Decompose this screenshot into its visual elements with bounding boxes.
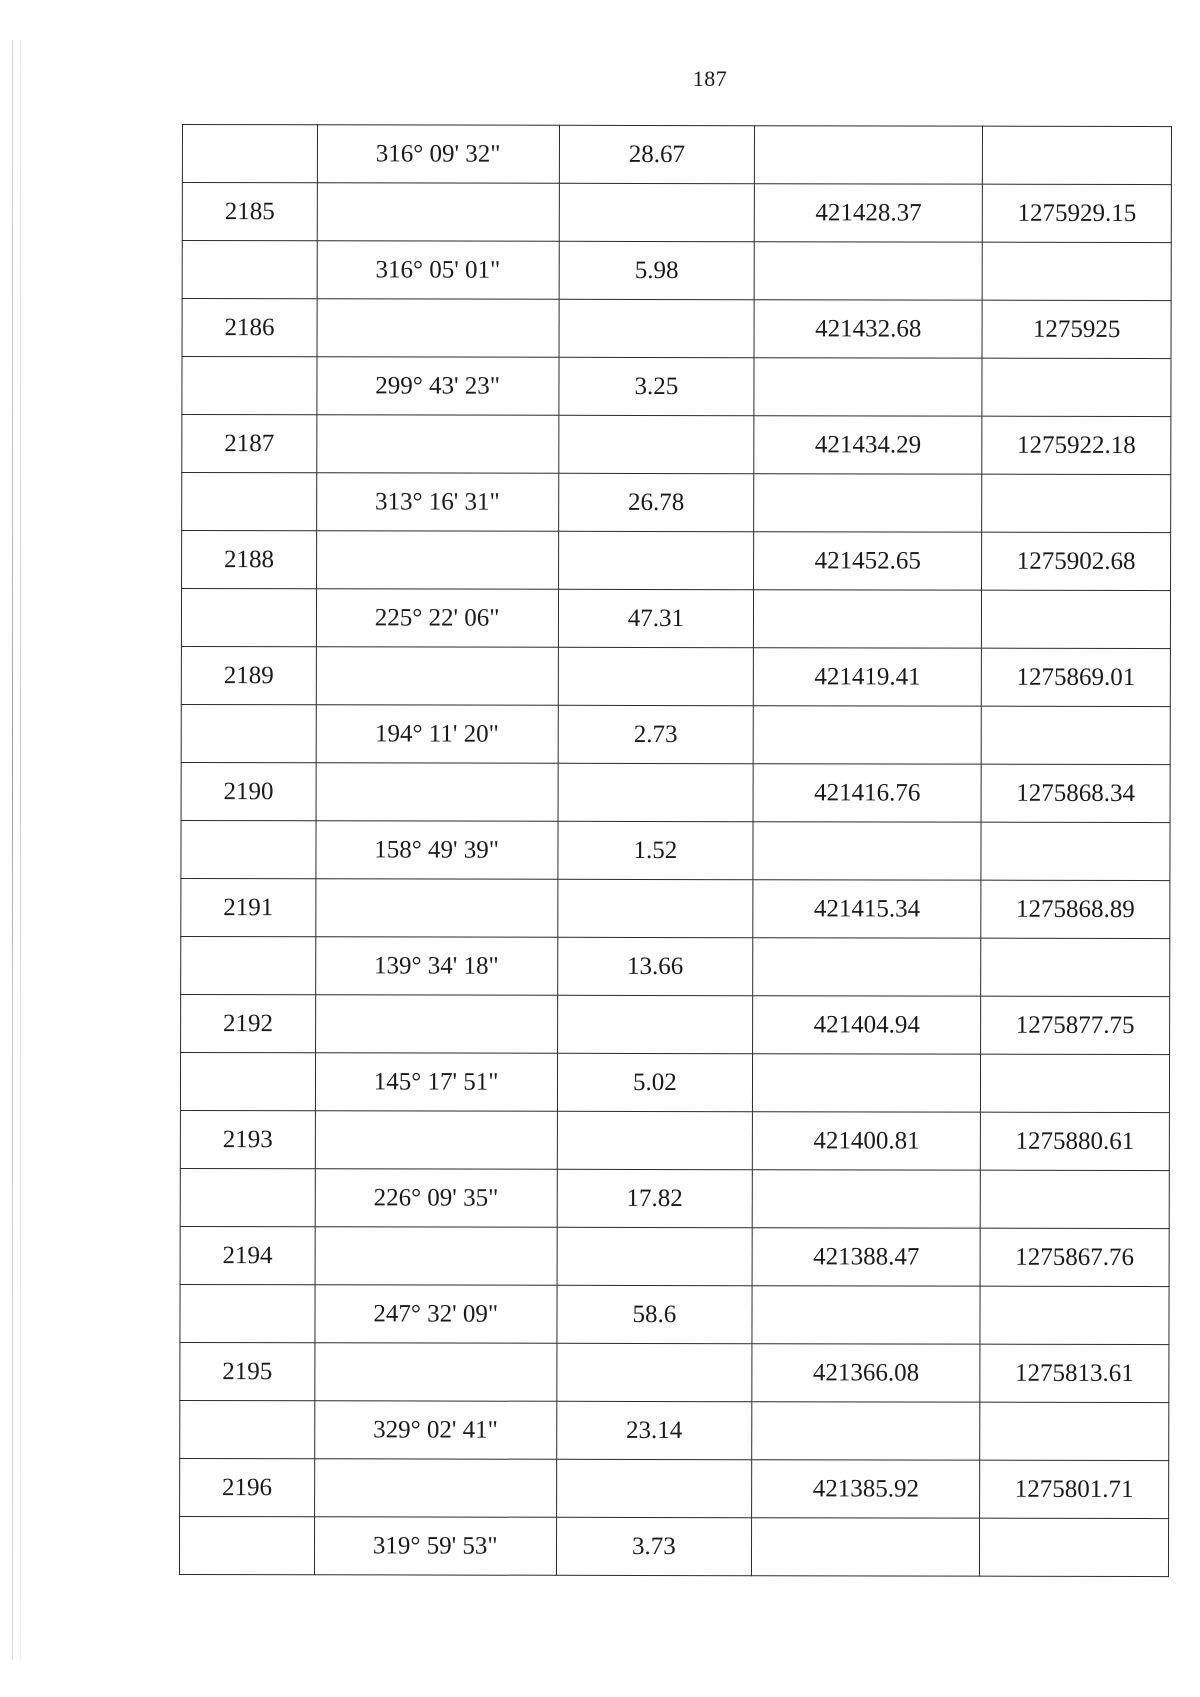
- point-cell: [182, 357, 317, 415]
- table-row: [182, 415, 1171, 475]
- distance-cell: 5.02: [557, 1053, 753, 1111]
- bearing-cell: [317, 415, 559, 474]
- northing-cell: [754, 242, 982, 300]
- coordinate-table: [179, 124, 1172, 1577]
- distance-cell: [557, 1111, 753, 1169]
- point-cell: 2195: [180, 1342, 315, 1400]
- point-cell: [181, 936, 316, 994]
- bearing-cell: [316, 647, 558, 706]
- point-cell: 2192: [181, 994, 316, 1052]
- table-row: [180, 1284, 1169, 1344]
- easting-cell: 1275801.71: [980, 1460, 1169, 1518]
- point-cell: [182, 125, 317, 183]
- scan-edge-shadow-faint: [20, 40, 21, 1660]
- northing-cell: [753, 938, 981, 996]
- northing-cell: [754, 474, 982, 532]
- table-row: [181, 704, 1170, 764]
- distance-cell: [558, 415, 754, 473]
- page-number: 187: [692, 66, 728, 91]
- easting-cell: 1275869.01: [981, 648, 1170, 706]
- northing-cell: [754, 590, 982, 648]
- table-row: [180, 1226, 1169, 1286]
- northing-cell: [753, 1054, 981, 1112]
- distance-cell: [558, 647, 754, 705]
- bearing-cell: 329° 02' 41": [315, 1401, 557, 1460]
- point-cell: [179, 1516, 314, 1574]
- northing-cell: [753, 822, 981, 880]
- easting-cell: [981, 590, 1170, 648]
- coordinate-table-body: [179, 125, 1171, 1577]
- easting-cell: 1275813.61: [980, 1344, 1169, 1402]
- bearing-cell: 316° 09' 32": [317, 125, 559, 184]
- bearing-cell: [316, 879, 558, 938]
- easting-cell: 1275925: [982, 300, 1171, 358]
- northing-cell: 421416.76: [753, 764, 981, 822]
- bearing-cell: [317, 299, 559, 358]
- northing-cell: [752, 1518, 980, 1576]
- easting-cell: [982, 474, 1171, 532]
- northing-cell: 421404.94: [753, 996, 981, 1054]
- easting-cell: [982, 126, 1171, 184]
- bearing-cell: 313° 16' 31": [317, 473, 559, 532]
- distance-cell: [559, 299, 755, 357]
- table-row: [182, 125, 1171, 185]
- bearing-cell: [317, 183, 559, 242]
- northing-cell: [752, 1170, 980, 1228]
- table-row: [182, 531, 1171, 591]
- point-cell: [181, 589, 316, 647]
- distance-cell: [556, 1343, 752, 1401]
- distance-cell: 2.73: [558, 705, 754, 763]
- easting-cell: [980, 1170, 1169, 1228]
- bearing-cell: 316° 05' 01": [317, 241, 559, 300]
- table-row: [181, 589, 1170, 649]
- northing-cell: 421415.34: [753, 880, 981, 938]
- easting-cell: 1275867.76: [980, 1228, 1169, 1286]
- distance-cell: [559, 183, 755, 241]
- distance-cell: 26.78: [558, 473, 754, 531]
- northing-cell: 421385.92: [752, 1460, 980, 1518]
- table-row: [182, 241, 1171, 301]
- bearing-cell: [316, 531, 558, 590]
- point-cell: 2188: [182, 531, 317, 589]
- table-row: [181, 994, 1170, 1054]
- table-row: [182, 183, 1171, 243]
- table-row: [180, 1342, 1169, 1402]
- northing-cell: [755, 126, 983, 184]
- bearing-cell: 247° 32' 09": [315, 1285, 557, 1344]
- distance-cell: [557, 879, 753, 937]
- northing-cell: 421366.08: [752, 1344, 980, 1402]
- easting-cell: 1275929.15: [982, 184, 1171, 242]
- distance-cell: 3.25: [558, 357, 754, 415]
- distance-cell: [557, 1227, 753, 1285]
- distance-cell: 47.31: [558, 589, 754, 647]
- easting-cell: [981, 822, 1170, 880]
- table-row: [182, 473, 1171, 533]
- easting-cell: 1275868.34: [981, 764, 1170, 822]
- point-cell: [182, 473, 317, 531]
- point-cell: 2196: [180, 1458, 315, 1516]
- point-cell: [180, 1168, 315, 1226]
- distance-cell: 17.82: [557, 1169, 753, 1227]
- table-row: [182, 299, 1171, 359]
- table-row: [180, 1110, 1169, 1170]
- bearing-cell: 226° 09' 35": [315, 1169, 557, 1228]
- bearing-cell: [314, 1459, 556, 1518]
- table-row: [180, 1400, 1169, 1460]
- northing-cell: 421400.81: [753, 1112, 981, 1170]
- point-cell: [180, 1052, 315, 1110]
- easting-cell: [981, 938, 1170, 996]
- easting-cell: [982, 358, 1171, 416]
- bearing-cell: 139° 34' 18": [316, 937, 558, 996]
- point-cell: [181, 704, 316, 762]
- northing-cell: 421434.29: [754, 416, 982, 474]
- easting-cell: [980, 1402, 1169, 1460]
- table-row: [182, 357, 1171, 417]
- distance-cell: 5.98: [559, 241, 755, 299]
- distance-cell: 23.14: [556, 1401, 752, 1459]
- distance-cell: 28.67: [559, 125, 755, 183]
- distance-cell: 58.6: [556, 1285, 752, 1343]
- point-cell: 2190: [181, 762, 316, 820]
- table-row: [179, 1516, 1168, 1576]
- easting-cell: 1275902.68: [982, 532, 1171, 590]
- table-row: [181, 646, 1170, 706]
- northing-cell: 421432.68: [754, 300, 982, 358]
- northing-cell: [754, 358, 982, 416]
- easting-cell: [982, 242, 1171, 300]
- northing-cell: [752, 1402, 980, 1460]
- easting-cell: 1275880.61: [980, 1112, 1169, 1170]
- distance-cell: 3.73: [556, 1517, 752, 1575]
- northing-cell: 421419.41: [754, 648, 982, 706]
- point-cell: 2194: [180, 1226, 315, 1284]
- northing-cell: 421452.65: [754, 532, 982, 590]
- bearing-cell: [315, 1111, 557, 1170]
- distance-cell: [558, 763, 754, 821]
- table-row: [180, 1168, 1169, 1228]
- bearing-cell: 194° 11' 20": [316, 705, 558, 764]
- distance-cell: [558, 531, 754, 589]
- bearing-cell: 145° 17' 51": [315, 1053, 557, 1112]
- point-cell: [181, 820, 316, 878]
- bearing-cell: 319° 59' 53": [314, 1517, 556, 1576]
- northing-cell: 421388.47: [752, 1228, 980, 1286]
- distance-cell: [556, 1459, 752, 1517]
- point-cell: 2189: [181, 646, 316, 704]
- easting-cell: 1275877.75: [981, 996, 1170, 1054]
- bearing-cell: [315, 1343, 557, 1402]
- bearing-cell: 299° 43' 23": [317, 357, 559, 416]
- northing-cell: [753, 706, 981, 764]
- scan-edge-shadow: [12, 40, 13, 1660]
- bearing-cell: [316, 763, 558, 822]
- table-row: [181, 820, 1170, 880]
- point-cell: [180, 1400, 315, 1458]
- northing-cell: [752, 1286, 980, 1344]
- distance-cell: 1.52: [557, 821, 753, 879]
- table-row: [181, 936, 1170, 996]
- bearing-cell: 158° 49' 39": [316, 821, 558, 880]
- northing-cell: 421428.37: [755, 184, 983, 242]
- table-row: [181, 762, 1170, 822]
- distance-cell: [557, 995, 753, 1053]
- bearing-cell: [315, 995, 557, 1054]
- table-row: [180, 1458, 1169, 1518]
- point-cell: [182, 241, 317, 299]
- table-row: [181, 878, 1170, 938]
- point-cell: 2191: [181, 878, 316, 936]
- easting-cell: 1275868.89: [981, 880, 1170, 938]
- distance-cell: 13.66: [557, 937, 753, 995]
- bearing-cell: [315, 1227, 557, 1286]
- point-cell: [180, 1284, 315, 1342]
- easting-cell: [980, 1286, 1169, 1344]
- easting-cell: [981, 706, 1170, 764]
- point-cell: 2185: [182, 183, 317, 241]
- easting-cell: [980, 1518, 1169, 1576]
- bearing-cell: 225° 22' 06": [316, 589, 558, 648]
- point-cell: 2187: [182, 415, 317, 473]
- easting-cell: [981, 1054, 1170, 1112]
- easting-cell: 1275922.18: [982, 416, 1171, 474]
- point-cell: 2193: [180, 1110, 315, 1168]
- point-cell: 2186: [182, 299, 317, 357]
- table-row: [180, 1052, 1169, 1112]
